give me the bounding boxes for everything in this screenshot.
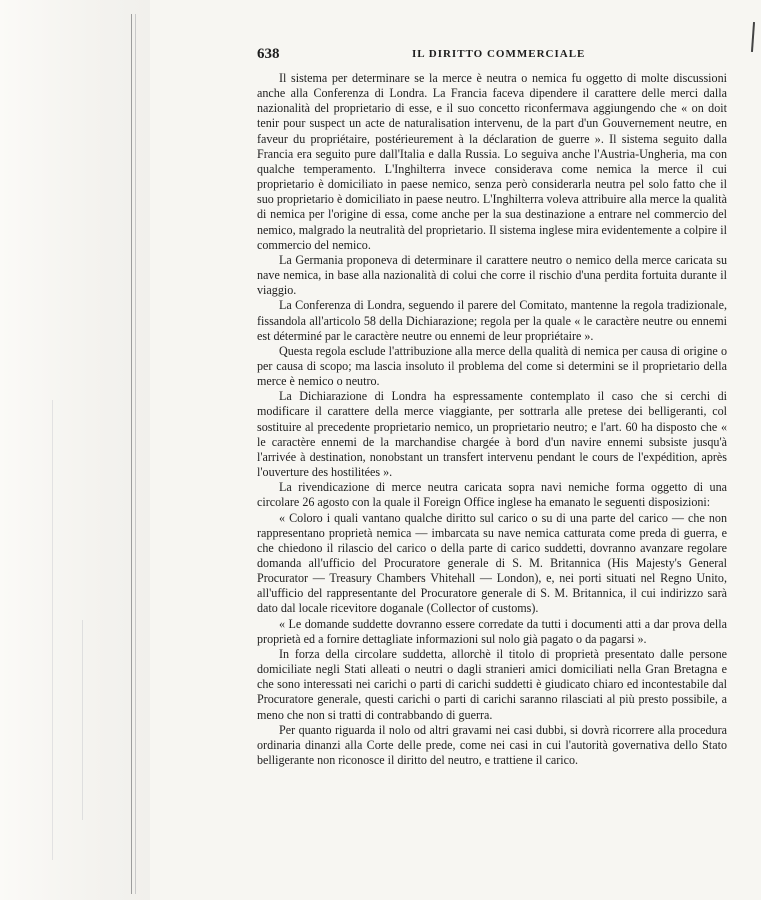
paragraph: La rivendicazione di merce neutra caricata sopra navi nemiche forma oggetto di una circolare 26 agosto con la quale il Foreign Office inglese ha emanato le seguenti disposizioni:: [257, 480, 727, 510]
paragraph: Per quanto riguarda il nolo od altri gravami nei casi dubbi, si dovrà ricorrere alla procedura ordinaria dinanzi alla Corte delle prede, come nei casi in cui l'autorità governativa dello Stato belligerante non riconosce il diritto del neutro, e trattiene il carico.: [257, 722, 727, 768]
gutter-line: [131, 14, 132, 894]
page-body: [257, 71, 727, 768]
paragraph: La Germania proponeva di determinare il carattere neutro o nemico della merce caricata su nave nemica, in base alla nazionalità di colui che corre il rischio d'una perdita fortuita durante il viaggio.: [257, 252, 727, 298]
page-header: [257, 46, 727, 68]
paragraph: La Conferenza di Londra, seguendo il parere del Comitato, mantenne la regola tradizionale, fissandola all'articolo 58 della Dichiarazione; regola per la quale « le caractère neutre ou ennemi est déterminé par le caractère neutre ou ennemi de leur propriétaire ».: [257, 298, 727, 343]
paragraph: « Le domande suddette dovranno essere corredate da tutti i documenti atti a dar prova della proprietà ed a fornire dettagliate informazioni sul nolo già pagato o da pagarsi ».: [257, 616, 727, 646]
scan-mark: [751, 22, 755, 52]
paragraph: « Coloro i quali vantano qualche diritto sul carico o su di una parte del carico — che non rappresentano proprietà nemica — imbarcata su nave nemica catturata come preda di guerra, e che chiedono il rilascio del carico o della parte di carico suddetti, dovranno avanzare regolare domanda all'ufficio del Procuratore generale di S. M. Britannica (His Majesty's General Procurator — Treasury Chambers Vhitehall — London), e, nei porti situati nel Regno Unito, all'ufficio del rappresentante del Procuratore generale di S. M. Britannica, il cui indirizzo sarà dato dal locale ricevitore doganale (Collector of customs).: [257, 510, 727, 616]
page: [257, 46, 727, 768]
gutter-line: [135, 14, 136, 894]
gutter-line: [82, 620, 83, 820]
gutter-line: [52, 400, 53, 860]
scan-gutter: [0, 0, 150, 900]
paragraph: Il sistema per determinare se la merce è neutra o nemica fu oggetto di molte discussioni anche alla Conferenza di Londra. La Francia faceva dipendere il carattere delle merci dalla nazionalità del proprietario di esse, e il suo concetto riconfermava aggiungendo che « on doit tenir pour suspect un acte de naturalisation intervenu, de la part d'un Gouvernement neutre, en faveur du propriétaire, postérieurement à la déclaration de guerre ». Il sistema seguito dalla Francia era seguito pure dall'Italia e dalla Russia. Lo seguiva anche l'Austria-Ungheria, ma con qualche temperamento. L'Inghilterra invece considerava come nemica la merce il cui proprietario è domiciliato in paese nemico, senza però considerarla neutra pel solo fatto che il suo proprietario è domiciliato in paese neutro. L'Inghilterra voleva attribuire alla merce la qualità di nemica per l'origine di essa, come anche per la sua destinazione a entrare nel commercio del nemico, malgrado la neutralità del proprietario. Il sistema inglese mira evidentemente a colpire il commercio del nemico.: [257, 71, 727, 252]
paragraph: In forza della circolare suddetta, allorchè il titolo di proprietà presentato dalle persone domiciliate negli Stati alleati o neutri o dagli stranieri amici domiciliati nella Gran Bretagna e che sono interessati nei carichi o parti di carichi suddetti è giudicato chiaro ed incontestabile dal Procuratore generale, questi carichi o parti di carichi saranno rilasciati al più presto possibile, a meno che non si tratti di contrabbando di guerra.: [257, 646, 727, 722]
paragraph: Questa regola esclude l'attribuzione alla merce della qualità di nemica per causa di origine o per causa di scopo; ma lascia insoluto il problema del come si determini se il proprietario della merce è nemico o neutro.: [257, 343, 727, 389]
page-number: 638: [257, 46, 280, 62]
running-title: IL DIRITTO COMMERCIALE: [412, 48, 586, 60]
paragraph: La Dichiarazione di Londra ha espressamente contemplato il caso che si cerchi di modificare il carattere della merce viaggiante, per sottrarla alle pretese dei belligeranti, col sostituire al precedente proprietario nemico, un proprietario neutro; e l'art. 60 ha disposto che « le caractère ennemi de la marchandise chargée à bord d'un navire ennemi subsiste jusqu'à l'arrivée à destination, nonobstant un transfert intervenu pendant le cours de l'expédition, après l'ouverture des hostilitées ».: [257, 389, 727, 480]
